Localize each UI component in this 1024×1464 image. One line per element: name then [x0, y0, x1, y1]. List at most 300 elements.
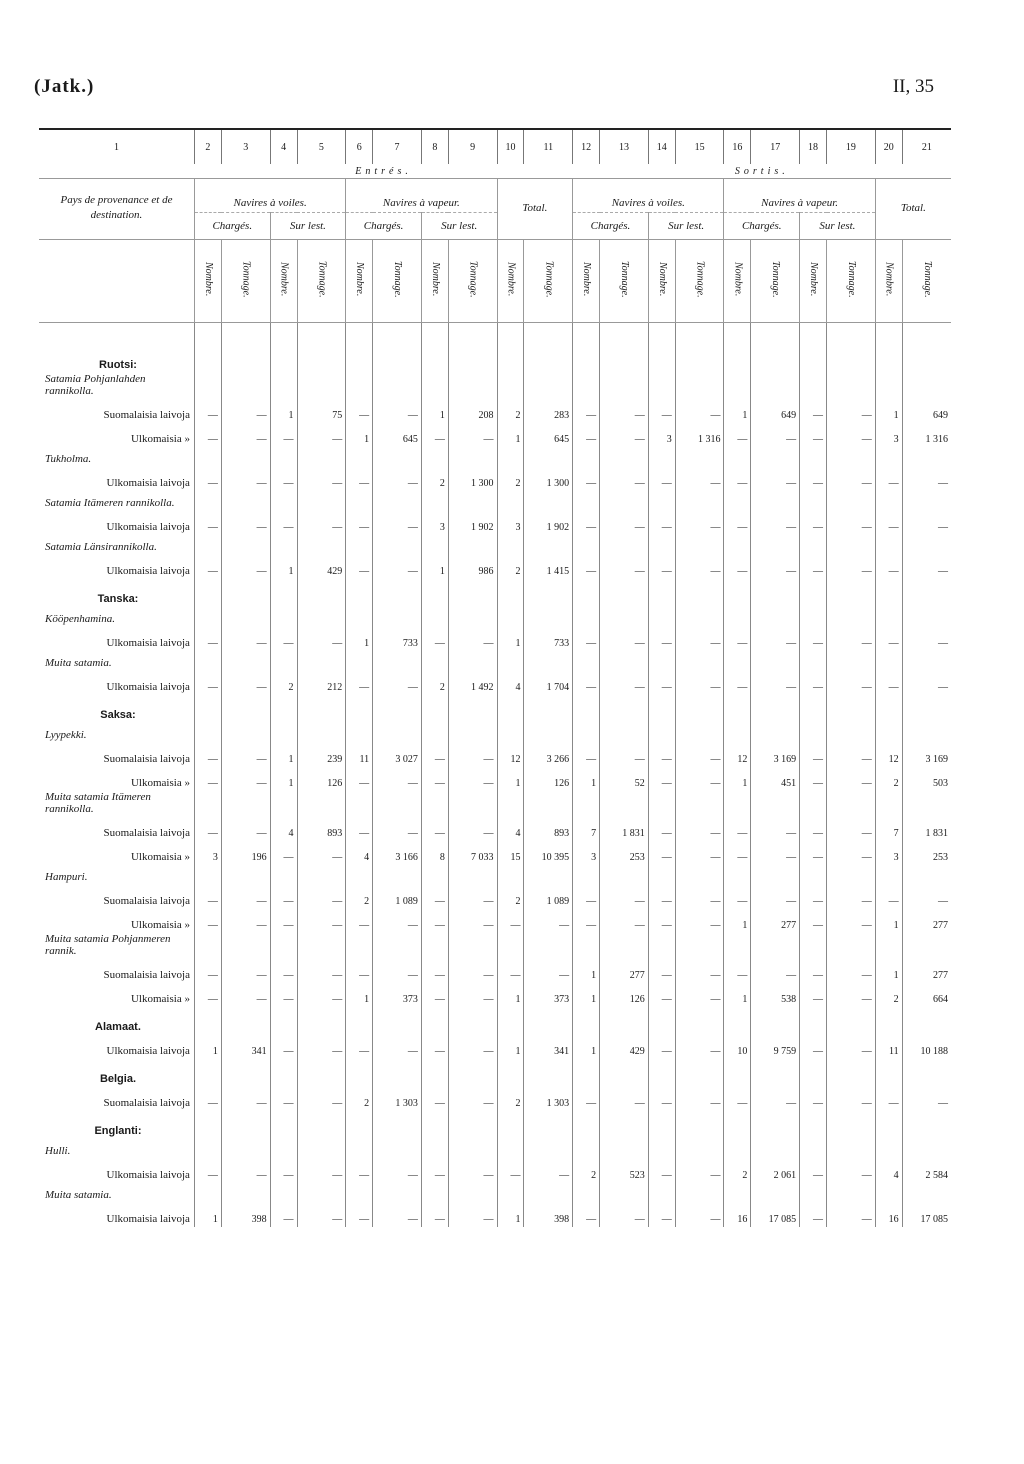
- table-cell: [421, 373, 448, 399]
- table-cell: [751, 791, 800, 817]
- table-cell: —: [270, 423, 297, 447]
- column-number: 19: [827, 129, 876, 164]
- table-cell: —: [751, 511, 800, 535]
- table-cell: [373, 345, 422, 373]
- table-cell: [497, 651, 524, 671]
- table-cell: —: [448, 423, 497, 447]
- table-cell: —: [346, 959, 373, 983]
- table-cell: 645: [373, 423, 422, 447]
- entries-total-heading: Total.: [497, 179, 573, 240]
- table-cell: 2: [497, 555, 524, 579]
- place-row: [39, 1183, 951, 1203]
- table-cell: —: [421, 885, 448, 909]
- table-cell: [902, 345, 951, 373]
- table-cell: 17 085: [751, 1203, 800, 1227]
- table-cell: —: [270, 983, 297, 1007]
- table-row: [39, 983, 951, 1007]
- table-cell: —: [724, 841, 751, 865]
- table-cell: —: [675, 885, 724, 909]
- column-number: 16: [724, 129, 751, 164]
- table-cell: —: [827, 841, 876, 865]
- table-cell: [221, 651, 270, 671]
- table-cell: —: [373, 511, 422, 535]
- tonnage-column-heading: [373, 240, 422, 323]
- table-cell: [221, 695, 270, 723]
- table-cell: —: [421, 767, 448, 791]
- table-cell: —: [448, 885, 497, 909]
- table-cell: —: [600, 511, 649, 535]
- spacer-cell: [194, 323, 221, 346]
- table-cell: —: [600, 671, 649, 695]
- table-cell: —: [800, 671, 827, 695]
- table-cell: [675, 373, 724, 399]
- spacer-cell: [221, 323, 270, 346]
- table-cell: [448, 791, 497, 817]
- table-cell: [297, 1059, 346, 1087]
- table-cell: 12: [875, 743, 902, 767]
- table-cell: [573, 1139, 600, 1159]
- table-cell: [497, 345, 524, 373]
- table-cell: —: [724, 511, 751, 535]
- table-cell: [524, 865, 573, 885]
- table-cell: [751, 1059, 800, 1087]
- table-cell: —: [270, 959, 297, 983]
- table-cell: —: [573, 399, 600, 423]
- table-cell: [270, 1007, 297, 1035]
- table-cell: [270, 373, 297, 399]
- table-cell: [221, 447, 270, 467]
- table-cell: —: [751, 1087, 800, 1111]
- column-number: 1: [39, 129, 194, 164]
- table-cell: —: [373, 1035, 422, 1059]
- table-cell: 1: [724, 399, 751, 423]
- table-cell: [221, 579, 270, 607]
- table-cell: —: [648, 1035, 675, 1059]
- table-cell: —: [827, 1035, 876, 1059]
- table-cell: [875, 345, 902, 373]
- table-cell: [448, 723, 497, 743]
- table-cell: —: [221, 909, 270, 933]
- table-cell: [875, 695, 902, 723]
- table-cell: [524, 345, 573, 373]
- table-cell: [827, 373, 876, 399]
- table-cell: —: [194, 511, 221, 535]
- table-cell: [751, 373, 800, 399]
- table-cell: —: [270, 511, 297, 535]
- table-cell: [600, 1007, 649, 1035]
- table-cell: [497, 1007, 524, 1035]
- table-cell: [524, 933, 573, 959]
- table-cell: [524, 723, 573, 743]
- table-cell: 277: [902, 909, 951, 933]
- shipping-statistics-table: [39, 128, 951, 1227]
- table-cell: —: [346, 767, 373, 791]
- table-cell: —: [800, 1203, 827, 1227]
- section-row: [39, 164, 951, 179]
- table-cell: [448, 1111, 497, 1139]
- spacer-cell: [421, 323, 448, 346]
- table-cell: [648, 579, 675, 607]
- table-cell: [270, 933, 297, 959]
- tonnage-column-heading: [448, 240, 497, 323]
- table-cell: —: [421, 1035, 448, 1059]
- table-cell: —: [270, 467, 297, 491]
- table-cell: 11: [346, 743, 373, 767]
- table-cell: [573, 1111, 600, 1139]
- table-cell: —: [448, 627, 497, 651]
- table-cell: 3: [421, 511, 448, 535]
- column-number: 10: [497, 129, 524, 164]
- table-cell: [373, 723, 422, 743]
- table-cell: [221, 791, 270, 817]
- country-label: Alamaat.: [95, 1021, 141, 1033]
- table-cell: [600, 447, 649, 467]
- table-cell: [875, 723, 902, 743]
- table-cell: [600, 345, 649, 373]
- table-cell: [448, 1139, 497, 1159]
- table-cell: [600, 651, 649, 671]
- table-cell: —: [800, 767, 827, 791]
- column-number: 11: [524, 129, 573, 164]
- table-cell: —: [675, 767, 724, 791]
- table-cell: —: [373, 909, 422, 933]
- nombre-column-heading: [648, 240, 675, 323]
- table-cell: [751, 535, 800, 555]
- table-cell: [875, 1183, 902, 1203]
- table-cell: —: [751, 467, 800, 491]
- table-cell: [421, 1183, 448, 1203]
- table-cell: —: [875, 555, 902, 579]
- table-body: [39, 323, 951, 1228]
- tonnage-heading: Tonnage.: [845, 261, 857, 298]
- table-cell: [524, 491, 573, 511]
- table-cell: 1 831: [902, 817, 951, 841]
- table-cell: [724, 345, 751, 373]
- table-cell: [902, 373, 951, 399]
- table-cell: [751, 607, 800, 627]
- table-cell: [800, 1007, 827, 1035]
- spacer-cell: [875, 323, 902, 346]
- column-number: 9: [448, 129, 497, 164]
- table-cell: [573, 579, 600, 607]
- table-cell: [497, 933, 524, 959]
- spacer-cell: [497, 323, 524, 346]
- row-label: Ulkomaisia laivoja: [106, 681, 190, 693]
- table-cell: [421, 345, 448, 373]
- table-cell: [448, 535, 497, 555]
- table-cell: —: [194, 399, 221, 423]
- table-cell: [827, 695, 876, 723]
- table-cell: —: [875, 1087, 902, 1111]
- table-cell: —: [675, 555, 724, 579]
- nombre-column-heading: [497, 240, 524, 323]
- table-cell: 4: [497, 671, 524, 695]
- table-cell: —: [827, 1203, 876, 1227]
- table-cell: [346, 1007, 373, 1035]
- table-cell: —: [448, 959, 497, 983]
- column-number: 8: [421, 129, 448, 164]
- row-label: Ulkomaisia laivoja: [106, 1213, 190, 1225]
- table-cell: [448, 607, 497, 627]
- tonnage-heading: Tonnage.: [240, 261, 252, 298]
- table-cell: —: [675, 1087, 724, 1111]
- table-cell: —: [221, 399, 270, 423]
- table-cell: [421, 607, 448, 627]
- table-cell: [221, 491, 270, 511]
- table-cell: [675, 1183, 724, 1203]
- table-cell: —: [751, 555, 800, 579]
- place-row: [39, 607, 951, 627]
- table-cell: [675, 723, 724, 743]
- table-cell: [421, 723, 448, 743]
- table-cell: 2: [724, 1159, 751, 1183]
- table-cell: [827, 1111, 876, 1139]
- table-cell: [221, 535, 270, 555]
- table-cell: [421, 1007, 448, 1035]
- table-cell: [675, 535, 724, 555]
- table-cell: [373, 695, 422, 723]
- table-cell: 429: [297, 555, 346, 579]
- table-cell: —: [221, 423, 270, 447]
- table-cell: [648, 1111, 675, 1139]
- table-cell: [573, 865, 600, 885]
- table-cell: [875, 791, 902, 817]
- table-cell: [875, 373, 902, 399]
- table-cell: [675, 695, 724, 723]
- table-cell: —: [270, 627, 297, 651]
- table-cell: —: [724, 817, 751, 841]
- row-label: Ulkomaisia laivoja: [106, 477, 190, 489]
- table-cell: 1: [497, 767, 524, 791]
- table-cell: [497, 1183, 524, 1203]
- table-cell: —: [448, 1035, 497, 1059]
- table-cell: —: [297, 511, 346, 535]
- table-cell: [751, 695, 800, 723]
- table-cell: [297, 651, 346, 671]
- table-cell: [373, 491, 422, 511]
- table-cell: 239: [297, 743, 346, 767]
- table-cell: [573, 1183, 600, 1203]
- table-cell: —: [346, 1159, 373, 1183]
- table-cell: —: [875, 671, 902, 695]
- sorties-sail-heading: Navires à voiles.: [573, 179, 724, 213]
- table-cell: [524, 695, 573, 723]
- table-cell: [800, 535, 827, 555]
- table-row: [39, 511, 951, 535]
- table-cell: 373: [373, 983, 422, 1007]
- table-cell: [297, 695, 346, 723]
- table-cell: [751, 723, 800, 743]
- table-row: [39, 1203, 951, 1227]
- spacer-cell: [902, 323, 951, 346]
- table-cell: 986: [448, 555, 497, 579]
- table-cell: [497, 695, 524, 723]
- table-cell: —: [751, 885, 800, 909]
- table-cell: [346, 491, 373, 511]
- table-cell: —: [648, 399, 675, 423]
- table-cell: [648, 1139, 675, 1159]
- table-cell: 1: [497, 423, 524, 447]
- place-label: Satamia Pohjanlahden rannikolla.: [45, 373, 146, 397]
- table-cell: [827, 1059, 876, 1087]
- table-cell: —: [800, 743, 827, 767]
- table-cell: —: [194, 1159, 221, 1183]
- nombre-column-heading: [800, 240, 827, 323]
- table-cell: [724, 535, 751, 555]
- table-cell: [297, 491, 346, 511]
- table-cell: —: [221, 1159, 270, 1183]
- table-cell: [675, 651, 724, 671]
- table-cell: —: [194, 885, 221, 909]
- table-cell: 538: [751, 983, 800, 1007]
- table-cell: [751, 491, 800, 511]
- table-cell: 277: [600, 959, 649, 983]
- table-cell: 1: [346, 423, 373, 447]
- table-cell: [902, 723, 951, 743]
- body-spacer-row: [39, 323, 951, 346]
- column-number-row: [39, 129, 951, 164]
- table-cell: 1: [421, 555, 448, 579]
- entries-sail-charges: Chargés.: [194, 213, 270, 240]
- table-cell: [373, 373, 422, 399]
- table-cell: [800, 1139, 827, 1159]
- table-cell: —: [221, 743, 270, 767]
- table-cell: 2 584: [902, 1159, 951, 1183]
- nombre-column-heading: [573, 240, 600, 323]
- country-row: [39, 1111, 951, 1139]
- table-cell: [346, 1059, 373, 1087]
- table-cell: [497, 607, 524, 627]
- table-cell: [827, 791, 876, 817]
- table-cell: 893: [297, 817, 346, 841]
- table-cell: 277: [902, 959, 951, 983]
- table-cell: —: [724, 627, 751, 651]
- table-cell: —: [800, 983, 827, 1007]
- table-cell: [270, 535, 297, 555]
- table-cell: [724, 1059, 751, 1087]
- column-number: 5: [297, 129, 346, 164]
- table-cell: [724, 579, 751, 607]
- table-cell: —: [373, 959, 422, 983]
- table-cell: [497, 865, 524, 885]
- table-cell: [875, 865, 902, 885]
- table-cell: —: [194, 817, 221, 841]
- place-row: [39, 791, 951, 817]
- place-label: Muita satamia.: [45, 657, 112, 669]
- table-cell: 10 188: [902, 1035, 951, 1059]
- table-cell: [373, 1139, 422, 1159]
- table-cell: —: [724, 885, 751, 909]
- table-cell: —: [573, 885, 600, 909]
- table-cell: [902, 1059, 951, 1087]
- table-cell: [724, 865, 751, 885]
- table-cell: [675, 607, 724, 627]
- tonnage-heading: Tonnage.: [392, 261, 404, 298]
- table-cell: —: [675, 511, 724, 535]
- table-cell: [221, 1111, 270, 1139]
- sorties-sail-charges: Chargés.: [573, 213, 649, 240]
- table-cell: —: [600, 885, 649, 909]
- table-cell: —: [270, 841, 297, 865]
- table-cell: [648, 373, 675, 399]
- table-cell: [751, 1183, 800, 1203]
- table-cell: 17 085: [902, 1203, 951, 1227]
- table-cell: —: [221, 983, 270, 1007]
- table-cell: [573, 535, 600, 555]
- nombre-heading: Nombre.: [656, 262, 668, 297]
- table-cell: —: [724, 959, 751, 983]
- table-cell: —: [875, 511, 902, 535]
- table-cell: [497, 1111, 524, 1139]
- table-cell: [751, 865, 800, 885]
- country-row: [39, 695, 951, 723]
- spacer-cell: [724, 323, 751, 346]
- table-cell: —: [194, 743, 221, 767]
- table-cell: —: [675, 983, 724, 1007]
- table-cell: —: [421, 959, 448, 983]
- table-cell: 1: [875, 909, 902, 933]
- table-row: [39, 841, 951, 865]
- table-cell: 429: [600, 1035, 649, 1059]
- table-cell: [648, 607, 675, 627]
- table-cell: —: [421, 983, 448, 1007]
- table-cell: —: [497, 959, 524, 983]
- table-cell: 645: [524, 423, 573, 447]
- table-cell: 1: [270, 555, 297, 579]
- table-cell: [800, 373, 827, 399]
- table-cell: [194, 651, 221, 671]
- table-cell: —: [297, 885, 346, 909]
- table-cell: —: [221, 511, 270, 535]
- table-cell: [648, 933, 675, 959]
- table-cell: [270, 791, 297, 817]
- table-cell: 2 061: [751, 1159, 800, 1183]
- table-cell: —: [421, 909, 448, 933]
- table-cell: [902, 579, 951, 607]
- table-cell: [221, 865, 270, 885]
- table-cell: [448, 1183, 497, 1203]
- table-cell: 10 395: [524, 841, 573, 865]
- table-cell: [675, 1007, 724, 1035]
- table-cell: 1 415: [524, 555, 573, 579]
- table-cell: [346, 447, 373, 467]
- table-cell: [875, 535, 902, 555]
- table-cell: —: [421, 817, 448, 841]
- table-cell: [600, 607, 649, 627]
- table-cell: —: [600, 1087, 649, 1111]
- row-label: Suomalaisia laivoja: [103, 827, 190, 839]
- table-cell: [751, 933, 800, 959]
- table-cell: 16: [875, 1203, 902, 1227]
- table-cell: [297, 1139, 346, 1159]
- table-cell: —: [600, 1203, 649, 1227]
- table-cell: —: [524, 1159, 573, 1183]
- continuation-label: (Jatk.): [34, 76, 95, 97]
- table-cell: [270, 1183, 297, 1203]
- table-cell: 1: [421, 399, 448, 423]
- table-cell: 1 831: [600, 817, 649, 841]
- nombre-heading: Nombre.: [883, 262, 895, 297]
- table-cell: [902, 607, 951, 627]
- table-cell: [270, 651, 297, 671]
- table-cell: —: [448, 909, 497, 933]
- table-cell: [902, 535, 951, 555]
- table-cell: [827, 865, 876, 885]
- table-cell: [270, 447, 297, 467]
- table-cell: [648, 535, 675, 555]
- table-cell: [221, 607, 270, 627]
- table-cell: [724, 723, 751, 743]
